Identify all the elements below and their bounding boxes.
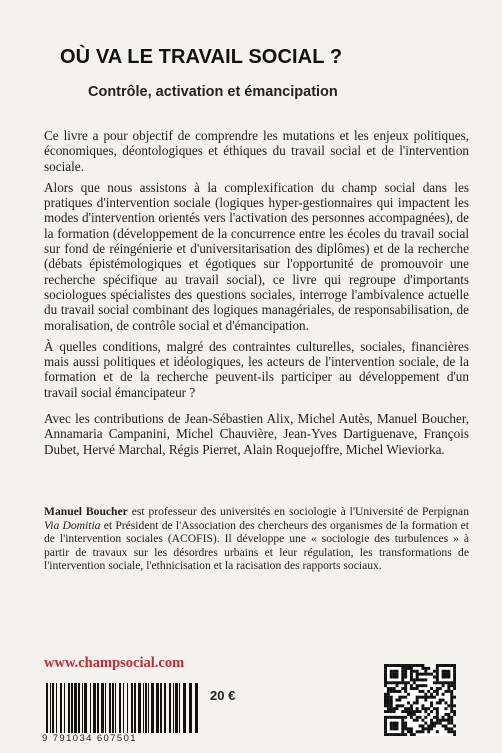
book-title: OÙ VA LE TRAVAIL SOCIAL ? (60, 46, 343, 68)
author-bio (44, 505, 469, 573)
isbn-number: 9 791034 607501 (42, 733, 137, 744)
publisher-website[interactable]: www.champsocial.com (44, 655, 185, 671)
author-bio-italic: Via Domitia (44, 518, 101, 532)
blurb-paragraph-question: À quelles conditions, malgré des contraintes culturelles, sociales, financières mais aussi politiques et idéologiques, les acteurs de l'intervention sociale, de la formation et de la recherche peuvent-ils participer au développement d'un travail social émancipateur ? (44, 338, 469, 400)
isbn-barcode (44, 683, 204, 733)
back-cover-blurb (44, 128, 469, 463)
blurb-paragraph-context: Alors que nous assistons à la complexification du champ social dans les pratiques d'intervention sociale (logiques hyper-gestionnaires qui impactent les modes d'intervention orientés vers l'activation des personnes accompagnées), de la formation (développement de la concurrence entre les écoles du travail social sur fond de réingénierie et d'universitarisation des diplômes) et de la recherche (débats épistémologiques et égotiques sur l'opportunité de promouvoir une recherche spécifique au travail social), ce livre qui regroupe d'importants sociologues spécialistes des questions sociales, interroge l'ambivalence actuelle du travail social combinant des logiques managériales, de responsabilisation, de moralisation, de contrôle social et d'émancipation. (44, 179, 469, 333)
price-label: 20 € (210, 688, 236, 703)
book-subtitle: Contrôle, activation et émancipation (88, 84, 338, 100)
author-bio-text-2: et Président de l'Association des chercheurs des organismes de la formation et de l'intervention sociales (ACOFIS). Il développe une « sociologie des turbulences » à partir de travaux sur les désordres urbains et leur régulation, les transformations de l'intervention sociale, l'ethnicisation et la racisation des rapports sociaux. (44, 518, 469, 573)
author-name: Manuel Boucher (44, 505, 128, 518)
author-bio-text-1: est professeur des universités en sociologie à l'Université de Perpignan (127, 505, 470, 518)
blurb-paragraph-objective: Ce livre a pour objectif de comprendre les mutations et les enjeux politiques, économiques, déontologiques et éthiques du travail social et de l'intervention sociale. (44, 128, 469, 174)
qr-code (384, 664, 456, 736)
blurb-paragraph-contributors: Avec les contributions de Jean-Sébastien Alix, Michel Autès, Manuel Boucher, Annamaria Campanini, Michel Chauvière, Jean-Yves Dartiguenave, François Dubet, Hervé Marchal, Régis Pierret, Alain Roquejoffre, Michel Wieviorka. (44, 411, 469, 457)
